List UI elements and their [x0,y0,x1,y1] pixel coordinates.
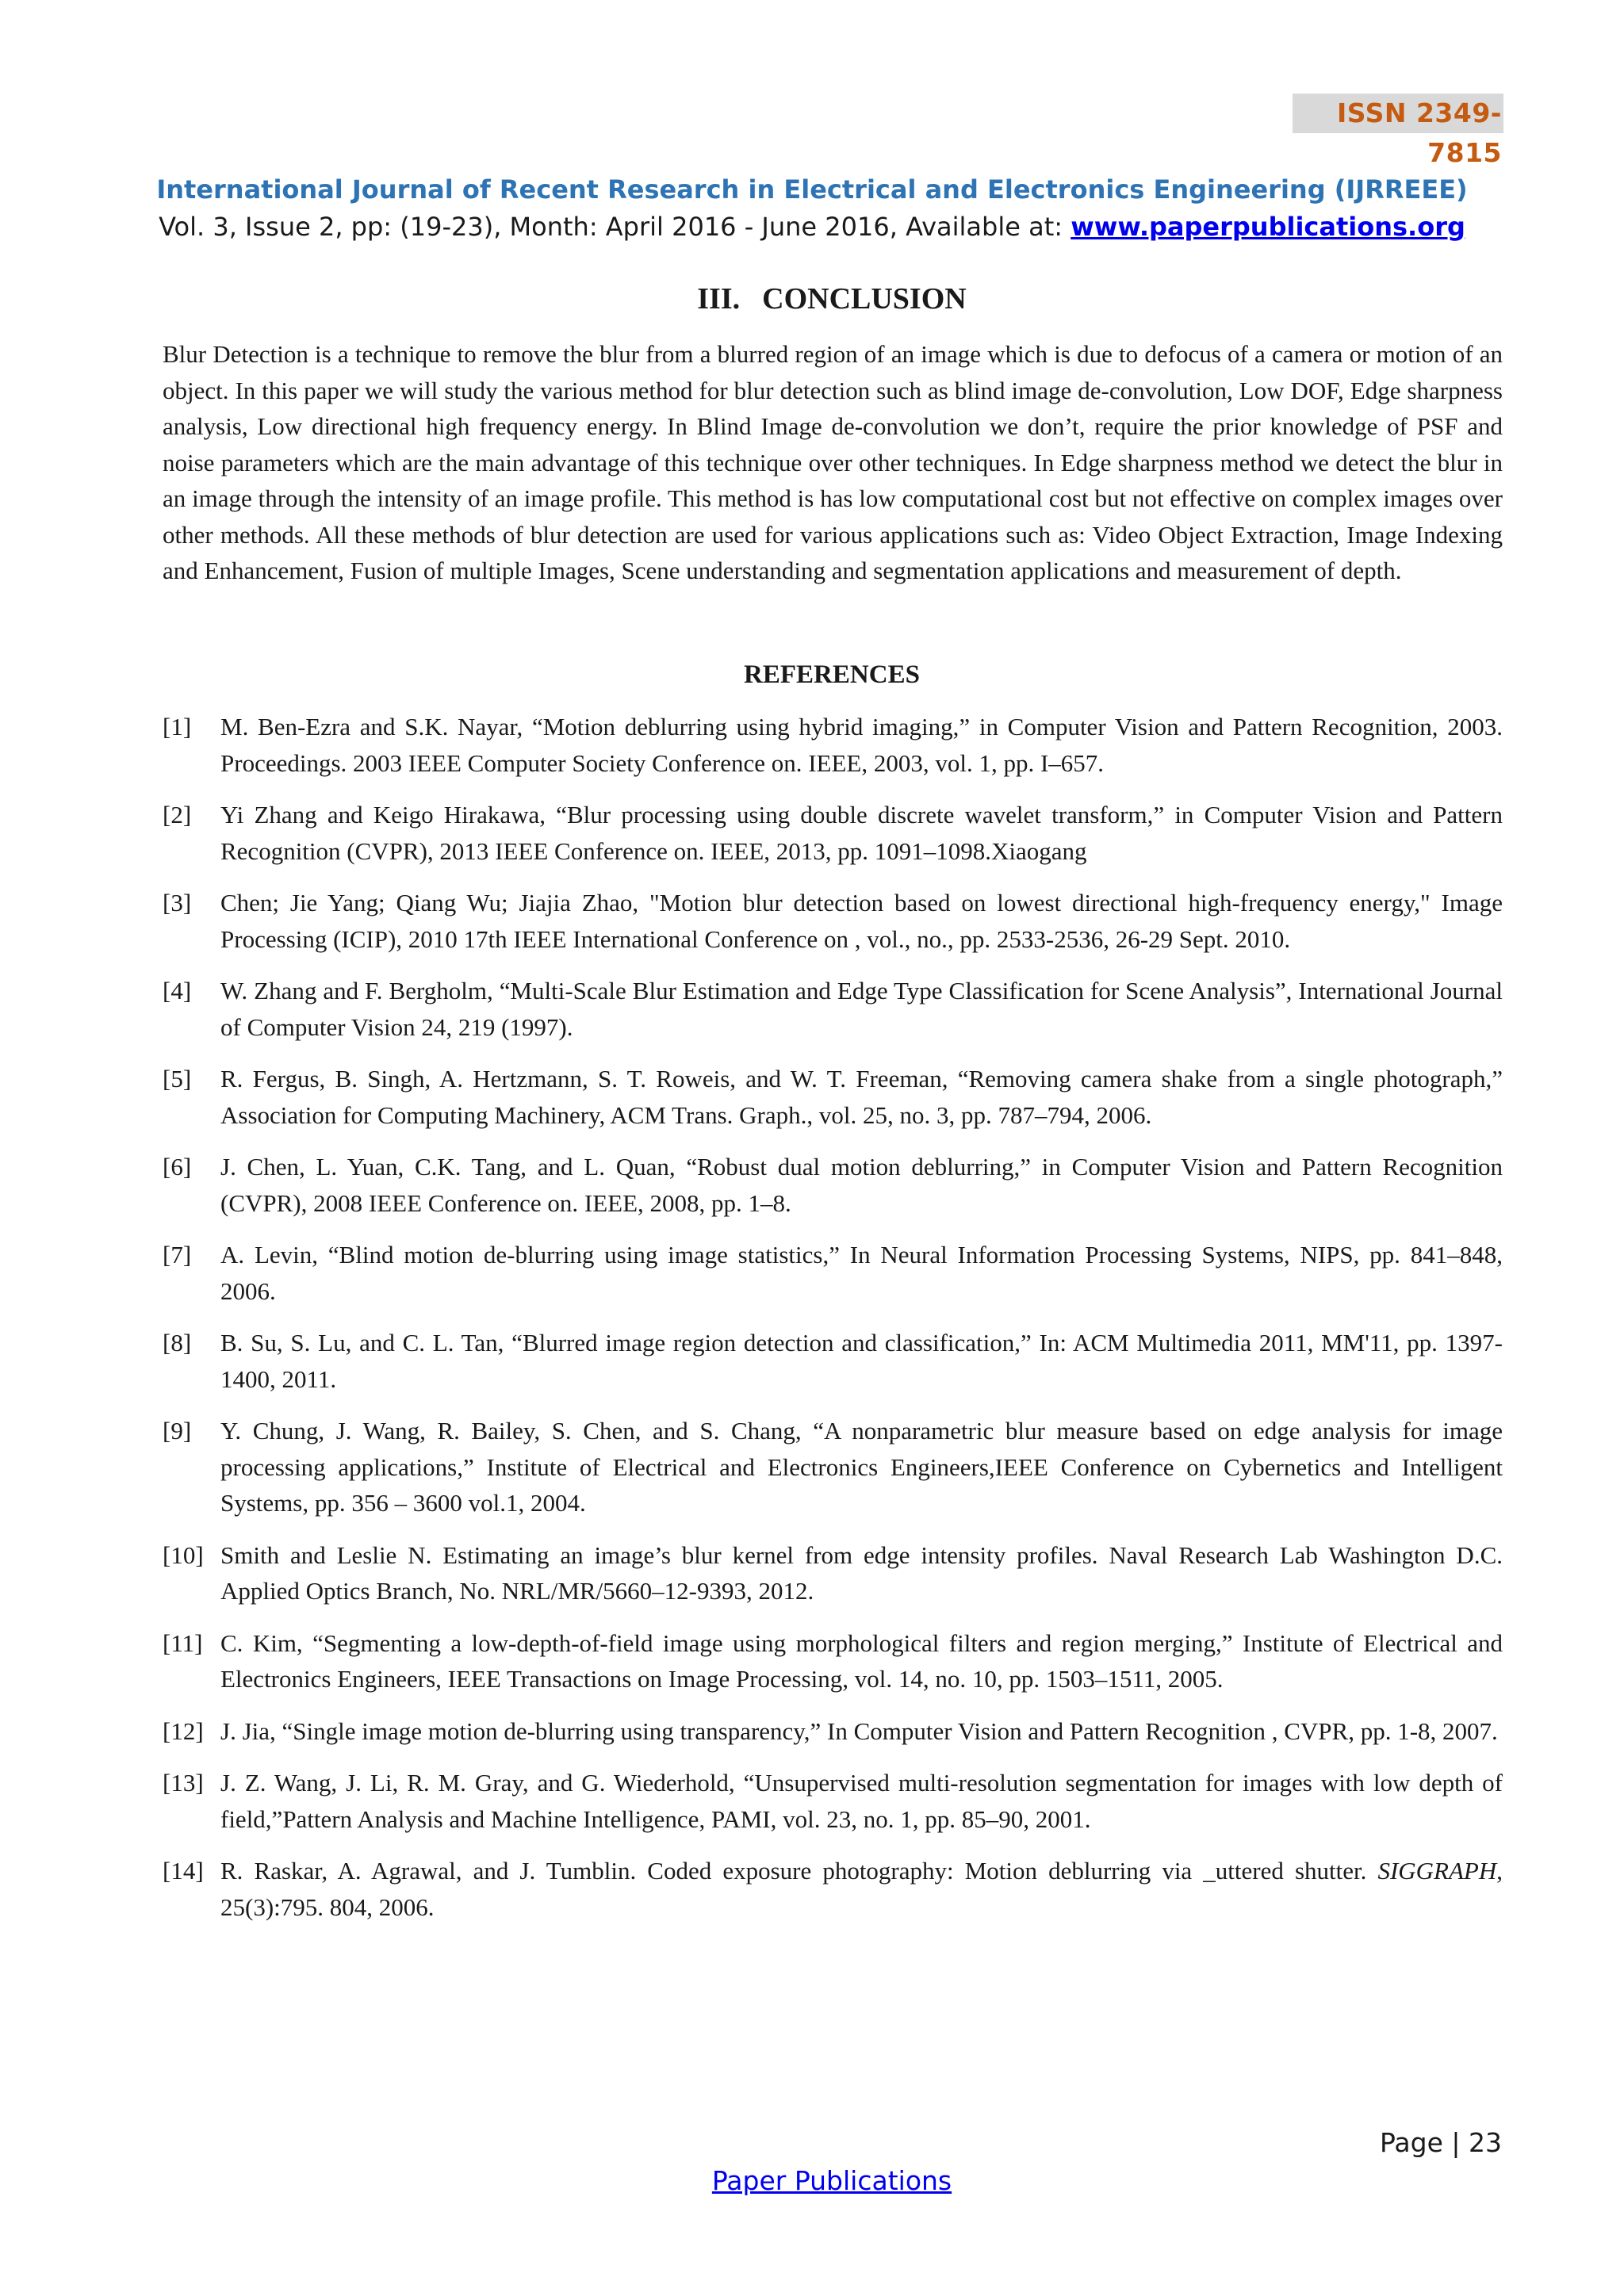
reference-venue-italic: SIGGRAPH [1377,1857,1497,1885]
reference-item [163,1713,1503,1750]
journal-info-text: Vol. 3, Issue 2, pp: (19-23), Month: April 2016 - June 2016, Available at: [159,212,1071,242]
reference-text: Y. Chung, J. Wang, R. Bailey, S. Chen, and S. Chang, “A nonparametric blur measure based on edge analysis for image processing applications,” Institute of Electrical and Electronics Engineers,IEEE Conference on Cybernetics and Intelligent Systems, pp. 356 – 3600 vol.1, 2004. [220,1417,1503,1517]
journal-title: International Journal of Recent Research in Electrical and Electronics Engineering (IJRREEE) [156,174,1468,205]
reference-number: [3] [163,889,192,916]
section-heading [0,279,1624,319]
reference-text: A. Levin, “Blind motion de-blurring using image statistics,” In Neural Information Processing Systems, NIPS, pp. 841–848, 2006. [220,1241,1503,1305]
section-title: CONCLUSION [762,282,967,316]
page-number: Page | 23 [1380,2127,1502,2158]
reference-number: [7] [163,1241,192,1269]
reference-text: B. Su, S. Lu, and C. L. Tan, “Blurred image region detection and classification,” In: ACM Multimedia 2011, MM'11, pp. 1397- 1400, 2011. [220,1329,1503,1393]
reference-text: J. Jia, “Single image motion de-blurring using transparency,” In Computer Vision and Pattern Recognition , CVPR, pp. 1-8, 2007. [220,1716,1498,1745]
section-number: III. [697,282,741,316]
reference-item [163,1237,1503,1309]
reference-number: [13] [163,1769,204,1797]
reference-item [163,1765,1503,1837]
reference-text: W. Zhang and F. Bergholm, “Multi-Scale Blur Estimation and Edge Type Classification for Scene Analysis”, International Journal of Computer Vision 24, 219 (1997). [220,977,1503,1041]
reference-number: [9] [163,1417,192,1445]
reference-text: M. Ben-Ezra and S.K. Nayar, “Motion deblurring using hybrid imaging,” in Computer Vision and Pattern Recognition, 2003. Proceedings. 2003 IEEE Computer Society Conference on. IEEE, 2003, vol. 1, pp. I–657. [220,713,1503,777]
reference-item [163,709,1503,781]
reference-number: [5] [163,1065,192,1093]
reference-item [163,1325,1503,1397]
reference-text-tail: , 25(3):795. 804, 2006. [220,1857,1503,1921]
reference-number: [11] [163,1628,203,1657]
reference-item [163,1413,1503,1521]
reference-item [163,1149,1503,1221]
journal-website-link[interactable]: www.paperpublications.org [1071,212,1465,242]
reference-number: [2] [163,801,192,828]
journal-info [0,209,1624,245]
reference-item [163,797,1503,869]
conclusion-paragraph: Blur Detection is a technique to remove the blur from a blurred region of an image which is due to defocus of a camera or motion of an object. In this paper we will study the various method for blur detection such as blind image de-convolution, Low DOF, Edge sharpness analysis, Low directional high frequency energy. In Blind Image de-convolution we don’t, require the prior knowledge of PSF and noise parameters which are the main advantage of this technique over other techniques. In Edge sharpness method we detect the blur in an image through the intensity of an image profile. This method is has low computational cost but not effective on complex images over other methods. All these methods of blur detection are used for various applications such as: Video Object Extraction, Image Indexing and Enhancement, Fusion of multiple Images, Scene understanding and segmentation applications and measurement of depth. [163,340,1503,584]
reference-text: J. Z. Wang, J. Li, R. M. Gray, and G. Wiederhold, “Unsupervised multi-resolution segmentation for images with low depth of field,”Pattern Analysis and Machine Intelligence, PAMI, vol. 23, no. 1, pp. 85–90, 2001. [220,1769,1503,1833]
reference-text: Yi Zhang and Keigo Hirakawa, “Blur processing using double discrete wavelet transform,” in Computer Vision and Pattern Recognition (CVPR), 2013 IEEE Conference on. IEEE, 2013, pp. 1091–1098.Xiaogang [220,801,1503,865]
reference-number: [12] [163,1716,204,1745]
footer [0,2163,1624,2199]
reference-item [163,1061,1503,1133]
reference-text: C. Kim, “Segmenting a low-depth-of-field image using morphological filters and region merging,” Institute of Electrical and Electronics Engineers, IEEE Transactions on Image Processing, vol. 14, no. 10, pp. 1503–1511, 2005. [220,1628,1503,1693]
reference-number: [1] [163,713,192,740]
reference-item [163,1853,1503,1925]
reference-text: R. Raskar, A. Agrawal, and J. Tumblin. Coded exposure photography: Motion deblurring via _uttered shutter. [220,1857,1378,1885]
reference-text: Smith and Leslie N. Estimating an image’s blur kernel from edge intensity profiles. Naval Research Lab Washington D.C. Applied Optics Branch, No. NRL/MR/5660–12-9393, 2012. [220,1540,1503,1605]
reference-item [163,973,1503,1045]
issn-label: ISSN 2349-7815 [1293,94,1503,133]
reference-item [163,1625,1503,1697]
reference-item [163,885,1503,957]
reference-item [163,1537,1503,1609]
reference-number: [10] [163,1540,204,1569]
reference-number: [8] [163,1329,192,1357]
reference-number: [4] [163,977,192,1004]
reference-number: [6] [163,1153,192,1181]
reference-text: J. Chen, L. Yuan, C.K. Tang, and L. Quan, “Robust dual motion deblurring,” in Computer Vision and Pattern Recognition (CVPR), 2008 IEEE Conference on. IEEE, 2008, pp. 1–8. [220,1153,1503,1217]
reference-text: R. Fergus, B. Singh, A. Hertzmann, S. T. Roweis, and W. T. Freeman, “Removing camera shake from a single photograph,” Association for Computing Machinery, ACM Trans. Graph., vol. 25, no. 3, pp. 787–794, 2006. [220,1065,1503,1129]
references-heading: REFERENCES [744,660,920,689]
reference-number: [14] [163,1857,204,1885]
reference-text: Chen; Jie Yang; Qiang Wu; Jiajia Zhao, "Motion blur detection based on lowest directional high-frequency energy," Image Processing (ICIP), 2010 17th IEEE International Conference on , vol., no., pp. 2533-2536, 26-29 Sept. 2010. [220,889,1503,953]
references-list [163,709,1503,1941]
publisher-link[interactable]: Paper Publications [711,2165,952,2196]
